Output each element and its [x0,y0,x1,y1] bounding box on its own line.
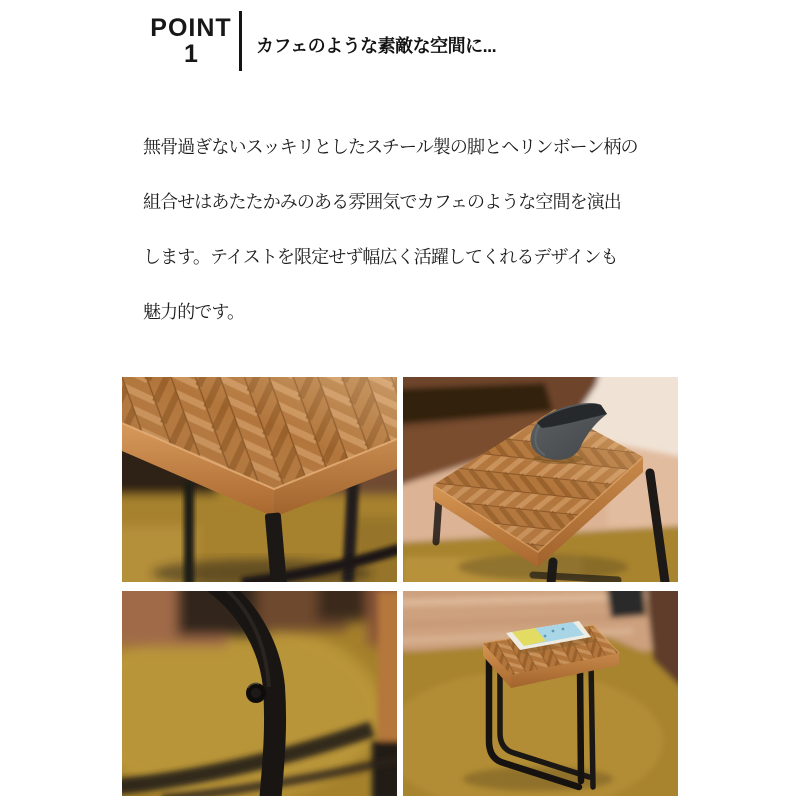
point-header [143,8,496,74]
photo-gallery [122,377,678,796]
photo2-illustration [403,377,678,582]
photo1-illustration [122,377,397,582]
photo-side-table-with-pitcher [403,377,678,582]
photo3-illustration [122,591,397,796]
description [143,120,683,340]
photo-steel-leg-knob-closeup [122,591,397,796]
headline: カフェのような素敵な空間に... [256,36,497,56]
description-line-3: します。テイストを限定せず幅広く活躍してくれるデザインも [143,247,618,267]
point-label-block [143,15,239,68]
header-divider [239,11,242,71]
photo-table-corner-closeup [122,377,397,582]
photo-side-table-full-view [403,591,678,796]
photo4-illustration [403,591,678,796]
blurred-room-background [403,591,678,796]
description-line-4: 魅力的です。 [143,302,245,322]
point-label: POINT [150,13,232,42]
description-line-1: 無骨過ぎないスッキリとしたスチール製の脚とヘリンボーン柄の [143,137,638,157]
point-number: 1 [184,40,198,68]
description-line-2: 組合せはあたたかみのある雰囲気でカフェのような空間を演出 [143,192,621,212]
adjuster-knob [246,683,266,703]
